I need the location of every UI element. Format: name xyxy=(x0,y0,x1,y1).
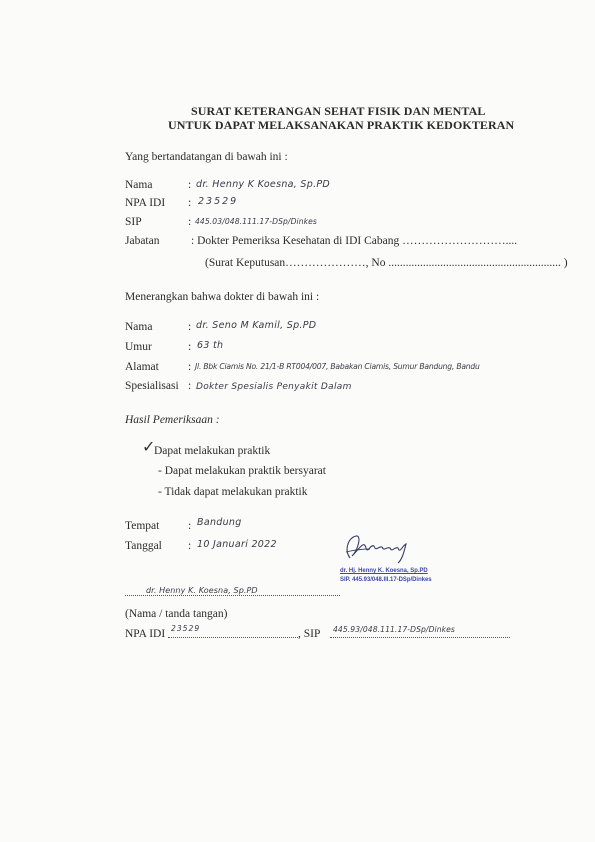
signer-jabatan-value: : Dokter Pemeriksa Kesehatan di IDI Cabang ……………………….... xyxy=(191,235,518,247)
patient-nama-value: dr. Seno M Kamil, Sp.PD xyxy=(196,320,317,331)
signer-sip-colon: : xyxy=(188,216,192,228)
hasil-checkmark-icon: ✓ xyxy=(142,439,156,456)
stamp-sip: SIP. 445.93/048.III.17-DSp/Dinkes xyxy=(340,576,432,583)
signer-jabatan-label: Jabatan xyxy=(125,235,160,247)
document-title-line-1: SURAT KETERANGAN SEHAT FISIK DAN MENTAL xyxy=(191,104,486,118)
signature-name-handwritten: dr. Henny K. Koesna, Sp.PD xyxy=(146,586,258,595)
hasil-option-3: - Tidak dapat melakukan praktik xyxy=(158,486,308,498)
patient-umur-label: Umur xyxy=(125,341,152,353)
patient-alamat-label: Alamat xyxy=(125,361,159,373)
patient-alamat-value: Jl. Bbk Ciamis No. 21/1-B RT004/007, Babakan Ciamis, Sumur Bandung, Bandu xyxy=(195,362,480,371)
signer-nama-label: Nama xyxy=(125,179,153,191)
signature-caption: (Nama / tanda tangan) xyxy=(125,608,228,620)
signer-nama-value: dr. Henny K Koesna, Sp.PD xyxy=(196,179,331,190)
patient-spesialisasi-value: Dokter Spesialis Penyakit Dalam xyxy=(196,382,352,392)
patient-spesialisasi-colon: : xyxy=(188,380,192,392)
signature-sip-line xyxy=(330,637,510,638)
tempat-label: Tempat xyxy=(125,520,160,532)
intro-text: Yang bertandatangan di bawah ini : xyxy=(125,151,288,163)
signature-npa-value: 23529 xyxy=(171,624,201,633)
declares-text: Menerangkan bahwa dokter di bawah ini : xyxy=(125,291,320,303)
patient-nama-label: Nama xyxy=(125,321,153,333)
signer-nama-colon: : xyxy=(188,179,192,191)
signature-name-line xyxy=(125,595,340,596)
signature-npa-label: NPA IDI xyxy=(125,628,166,640)
signer-surat-keputusan: (Surat Keputusan…………………, No ............................................................ ) xyxy=(205,257,568,269)
signature-sip-value: 445.93/048.111.17-DSp/Dinkes xyxy=(333,625,455,634)
stamp-name: dr. Hj. Henny K. Koesna, Sp.PD xyxy=(340,567,428,574)
document-title-line-2: UNTUK DAPAT MELAKSANAKAN PRAKTIK KEDOKTERAN xyxy=(168,118,515,132)
patient-umur-value: 63 th xyxy=(197,340,224,351)
patient-alamat-colon: : xyxy=(188,361,192,373)
signer-npa-colon: : xyxy=(188,197,192,209)
hasil-option-1: Dapat melakukan praktik xyxy=(154,445,271,457)
tempat-value: Bandung xyxy=(197,517,242,528)
signer-sip-value: 445.03/048.111.17-DSp/Dinkes xyxy=(195,217,317,226)
patient-spesialisasi-label: Spesialisasi xyxy=(125,380,179,392)
patient-nama-colon: : xyxy=(188,321,192,333)
tanggal-value: 10 Januari 2022 xyxy=(197,539,277,550)
hasil-option-2: - Dapat melakukan praktik bersyarat xyxy=(158,465,326,477)
tanggal-label: Tanggal xyxy=(125,540,162,552)
signature-sip-label: , SIP xyxy=(298,628,321,640)
handwritten-signature xyxy=(340,530,420,564)
signature-npa-line xyxy=(168,637,298,638)
tanggal-colon: : xyxy=(188,540,192,552)
tempat-colon: : xyxy=(188,520,192,532)
signer-npa-value: 23529 xyxy=(198,196,239,207)
patient-umur-colon: : xyxy=(188,341,192,353)
signer-npa-label: NPA IDI xyxy=(125,197,166,209)
hasil-heading: Hasil Pemeriksaan : xyxy=(125,414,220,426)
signer-sip-label: SIP xyxy=(125,216,142,228)
